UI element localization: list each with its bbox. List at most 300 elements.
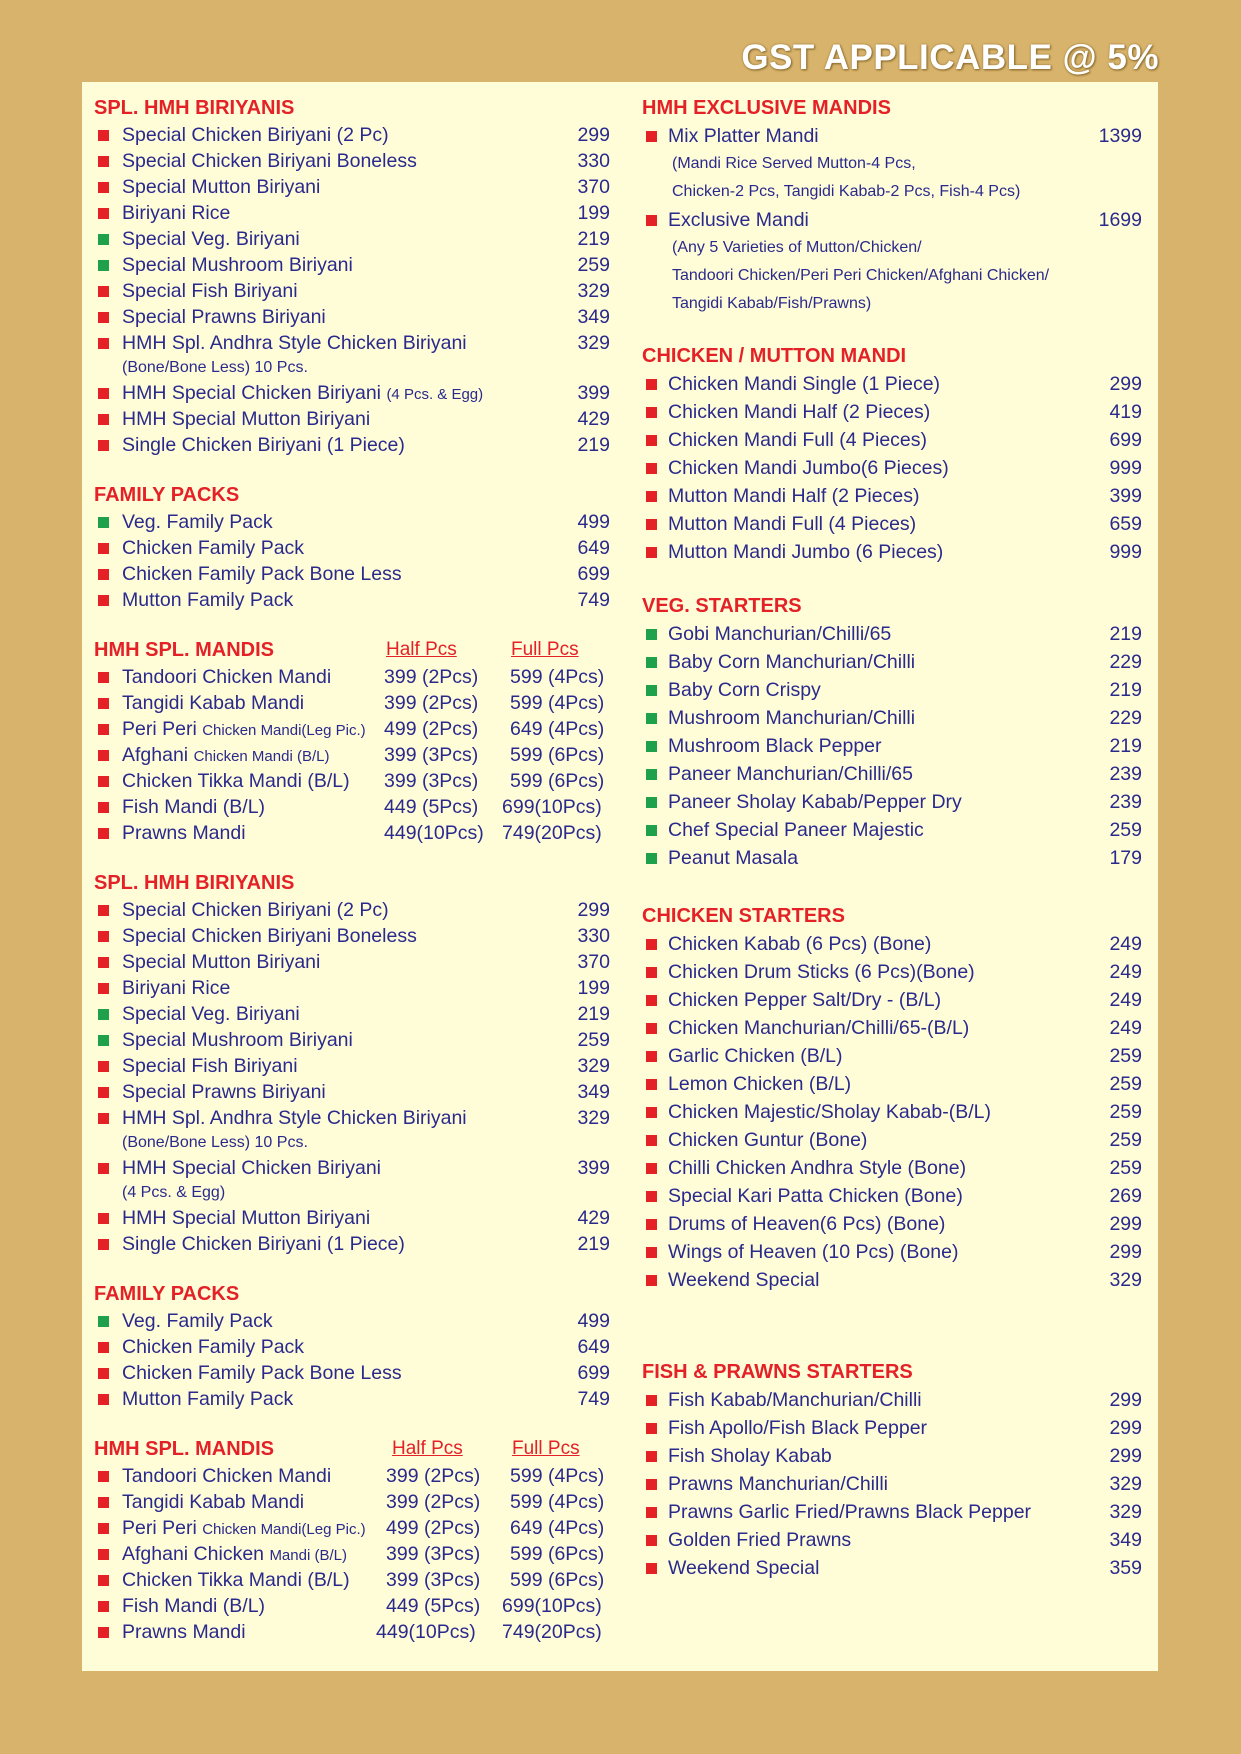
item-price: 699 <box>577 1362 610 1384</box>
half-price: 449 (5Pcs) <box>386 1595 481 1617</box>
mandi-item <box>94 742 604 768</box>
item-name <box>668 844 798 872</box>
menu-item <box>94 148 610 174</box>
item-name <box>668 1414 927 1442</box>
item-note: (4 Pcs. & Egg) <box>122 1184 226 1201</box>
nonveg-bullet-icon <box>646 1451 657 1462</box>
item-price: 259 <box>577 1029 610 1051</box>
item-price: 299 <box>1109 1417 1142 1439</box>
item-name <box>122 1489 304 1515</box>
item-name <box>668 930 931 958</box>
nonveg-bullet-icon <box>646 1507 657 1518</box>
section-title: FAMILY PACKS <box>94 484 240 506</box>
nonveg-bullet-icon <box>646 1023 657 1034</box>
item-price: 259 <box>577 254 610 276</box>
item-name-text: Mutton Mandi Half (2 Pieces) <box>668 485 920 507</box>
menu-item <box>642 844 1142 872</box>
nonveg-bullet-icon <box>98 905 109 916</box>
item-name <box>122 1515 366 1543</box>
item-name <box>668 788 962 816</box>
item-name-text: Special Fish Biriyani <box>122 1055 298 1077</box>
menu-item <box>94 122 610 148</box>
item-name <box>122 742 329 770</box>
full-price: 599 (4Pcs) <box>510 666 605 688</box>
half-price: 449 (5Pcs) <box>384 796 479 818</box>
item-name <box>122 1334 304 1360</box>
spl-mandis-1-section <box>94 636 604 846</box>
item-price: 749 <box>577 589 610 611</box>
menu-item <box>642 732 1142 760</box>
item-name <box>122 1027 353 1053</box>
item-price: 359 <box>1109 1557 1142 1579</box>
item-name-text: Special Chicken Biriyani Boneless <box>122 150 417 172</box>
section-title: SPL. HMH BIRIYANIS <box>94 872 295 894</box>
nonveg-bullet-icon <box>646 967 657 978</box>
exclusive-mandis-header <box>642 94 1142 122</box>
item-name <box>668 1070 851 1098</box>
family-packs-2-header <box>94 1280 604 1308</box>
item-name-text: Biriyani Rice <box>122 977 231 999</box>
nonveg-bullet-icon <box>98 724 109 735</box>
item-name-text: Lemon Chicken (B/L) <box>668 1073 852 1095</box>
veg-bullet-icon <box>646 769 657 780</box>
item-name-text: Special Chicken Biriyani (2 Pc) <box>122 124 389 146</box>
item-name-text: Mutton Family Pack <box>122 589 294 611</box>
veg-bullet-icon <box>646 685 657 696</box>
item-price: 330 <box>577 150 610 172</box>
item-name <box>122 897 389 923</box>
item-name <box>122 716 366 744</box>
menu-item <box>94 1231 610 1257</box>
item-name <box>668 620 891 648</box>
item-name-text: Golden Fried Prawns <box>668 1529 852 1551</box>
item-name-text: Biriyani Rice <box>122 202 231 224</box>
item-price: 249 <box>1109 933 1142 955</box>
item-name <box>122 1541 347 1569</box>
item-price: 219 <box>577 1003 610 1025</box>
item-name-text: Special Mushroom Biriyani <box>122 254 353 276</box>
item-name-text: Drums of Heaven(6 Pcs) (Bone) <box>668 1213 946 1235</box>
item-price: 219 <box>1109 679 1142 701</box>
item-name <box>122 949 320 975</box>
item-price: 329 <box>577 1055 610 1077</box>
nonveg-bullet-icon <box>98 776 109 787</box>
item-price: 219 <box>577 1233 610 1255</box>
spl-mandis-2-header <box>94 1435 604 1463</box>
item-name-text: Mutton Mandi Jumbo (6 Pieces) <box>668 541 944 563</box>
veg-bullet-icon <box>98 1035 109 1046</box>
nonveg-bullet-icon <box>646 1079 657 1090</box>
item-price: 699 <box>577 563 610 585</box>
nonveg-bullet-icon <box>98 312 109 323</box>
item-name-text: Chicken Tikka Mandi (B/L) <box>122 1569 350 1591</box>
item-name <box>668 760 913 788</box>
item-name <box>668 986 941 1014</box>
item-name-text: Fish Mandi (B/L) <box>122 1595 266 1617</box>
menu-item <box>94 975 610 1001</box>
half-price: 399 (2Pcs) <box>384 692 479 714</box>
menu-item <box>642 1238 1142 1266</box>
nonveg-bullet-icon <box>98 828 109 839</box>
nonveg-bullet-icon <box>98 569 109 580</box>
nonveg-bullet-icon <box>646 995 657 1006</box>
section-title: FAMILY PACKS <box>94 1283 240 1305</box>
nonveg-bullet-icon <box>646 491 657 502</box>
menu-item <box>642 1498 1142 1526</box>
item-name-text: Special Chicken Biriyani Boneless <box>122 925 417 947</box>
item-qualifier: Chicken Mandi(Leg Pic.) <box>202 722 366 739</box>
item-name-text: Single Chicken Biriyani (1 Piece) <box>122 1233 405 1255</box>
item-name <box>122 561 402 587</box>
mandi-item <box>94 1593 604 1619</box>
menu-item <box>94 252 610 278</box>
item-name <box>668 1042 842 1070</box>
full-price: 699(10Pcs) <box>502 796 602 818</box>
menu-item <box>94 1105 610 1131</box>
item-name-text: HMH Spl. Andhra Style Chicken Biriyani <box>122 332 467 354</box>
menu-item <box>94 1360 610 1386</box>
menu-item <box>642 958 1142 986</box>
item-name <box>122 122 389 148</box>
item-name <box>122 1463 331 1489</box>
menu-item <box>94 1001 610 1027</box>
item-name-text: Peanut Masala <box>668 847 799 869</box>
veg-bullet-icon <box>646 657 657 668</box>
mandi-item <box>94 1619 604 1645</box>
half-price: 399 (3Pcs) <box>384 744 479 766</box>
item-name-text: Chicken Family Pack Bone Less <box>122 1362 402 1384</box>
item-price: 259 <box>1109 1045 1142 1067</box>
nonveg-bullet-icon <box>98 931 109 942</box>
item-name-text: Veg. Family Pack <box>122 1310 273 1332</box>
item-name-text: Chicken Drum Sticks (6 Pcs)(Bone) <box>668 961 975 983</box>
menu-item <box>642 1154 1142 1182</box>
section-title: HMH SPL. MANDIS <box>94 639 274 661</box>
item-name-text: Weekend Special <box>668 1269 820 1291</box>
item-name-text: Chicken Kabab (6 Pcs) (Bone) <box>668 933 932 955</box>
item-name-text: Chicken Mandi Single (1 Piece) <box>668 373 941 395</box>
item-price: 649 <box>577 537 610 559</box>
item-name <box>668 1182 963 1210</box>
item-name <box>668 958 975 986</box>
nonveg-bullet-icon <box>98 698 109 709</box>
menu-item <box>94 1334 610 1360</box>
menu-item <box>94 1155 610 1181</box>
item-price: 699 <box>1109 429 1142 451</box>
item-name <box>668 1210 945 1238</box>
item-name <box>668 676 821 704</box>
full-pcs-header: Full Pcs <box>511 639 579 660</box>
half-price: 499 (2Pcs) <box>384 718 479 740</box>
item-name <box>122 1308 273 1334</box>
item-price: 399 <box>577 1157 610 1179</box>
menu-item <box>642 788 1142 816</box>
nonveg-bullet-icon <box>98 672 109 683</box>
menu-item <box>642 760 1142 788</box>
nonveg-bullet-icon <box>98 156 109 167</box>
mandi-item <box>94 1541 604 1567</box>
menu-item <box>642 206 1142 234</box>
item-name-text: Peri Peri <box>122 718 197 740</box>
item-name <box>122 768 350 794</box>
item-note: (Any 5 Varieties of Mutton/Chicken/ <box>672 239 922 256</box>
nonveg-bullet-icon <box>646 1247 657 1258</box>
item-name <box>668 510 916 538</box>
nonveg-bullet-icon <box>98 1523 109 1534</box>
nonveg-bullet-icon <box>98 1601 109 1612</box>
nonveg-bullet-icon <box>98 1368 109 1379</box>
item-name <box>122 330 467 356</box>
item-name-text: Fish Mandi (B/L) <box>122 796 266 818</box>
item-note: (Bone/Bone Less) 10 Pcs. <box>122 1134 308 1151</box>
chicken-mutton-mandi-header <box>642 342 1142 370</box>
item-name-text: HMH Special Mutton Biriyani <box>122 408 371 430</box>
item-name <box>668 1498 1031 1526</box>
item-name-text: Chicken Family Pack <box>122 537 305 559</box>
nonveg-bullet-icon <box>646 1191 657 1202</box>
item-name <box>668 1098 991 1126</box>
nonveg-bullet-icon <box>98 1239 109 1250</box>
mandi-item <box>94 794 604 820</box>
veg-bullet-icon <box>646 825 657 836</box>
half-pcs-header: Half Pcs <box>392 1438 463 1459</box>
item-price: 419 <box>1109 401 1142 423</box>
veg-starters-section <box>642 592 1142 872</box>
item-name-text: Special Veg. Biriyani <box>122 1003 300 1025</box>
biriyanis-1-section <box>94 94 610 458</box>
item-name <box>122 1001 300 1027</box>
item-price: 999 <box>1109 457 1142 479</box>
item-name-text: Prawns Mandi <box>122 1621 246 1643</box>
item-price: 499 <box>577 1310 610 1332</box>
menu-item <box>94 509 610 535</box>
item-name-text: Special Mutton Biriyani <box>122 951 321 973</box>
item-name-text: Chicken Pepper Salt/Dry - (B/L) <box>668 989 942 1011</box>
nonveg-bullet-icon <box>646 1395 657 1406</box>
item-name-text: Chicken Family Pack <box>122 1336 305 1358</box>
menu-item <box>94 535 610 561</box>
veg-bullet-icon <box>98 1316 109 1327</box>
item-name-text: Single Chicken Biriyani (1 Piece) <box>122 434 405 456</box>
biriyanis-2-section <box>94 869 610 1257</box>
item-name <box>668 1126 867 1154</box>
menu-item <box>94 1308 610 1334</box>
biriyanis-2-header <box>94 869 604 897</box>
item-name <box>668 454 949 482</box>
menu-item <box>94 587 610 613</box>
item-name-text: HMH Special Mutton Biriyani <box>122 1207 371 1229</box>
item-price: 329 <box>577 1107 610 1129</box>
item-name <box>668 1470 888 1498</box>
menu-item <box>94 200 610 226</box>
menu-item <box>94 406 610 432</box>
menu-item <box>642 1098 1142 1126</box>
item-name <box>668 1266 819 1294</box>
mandi-item <box>94 664 604 690</box>
item-name <box>122 406 370 432</box>
full-pcs-header: Full Pcs <box>512 1438 580 1459</box>
menu-item <box>94 278 610 304</box>
item-name-text: Tandoori Chicken Mandi <box>122 1465 332 1487</box>
item-name <box>122 923 417 949</box>
menu-item <box>642 1014 1142 1042</box>
half-price: 449(10Pcs) <box>376 1621 476 1643</box>
item-qualifier: Mandi (B/L) <box>269 1547 347 1564</box>
nonveg-bullet-icon <box>646 1479 657 1490</box>
item-name-text: Chicken Mandi Full (4 Pieces) <box>668 429 928 451</box>
menu-item <box>94 897 610 923</box>
item-price: 219 <box>1109 735 1142 757</box>
item-name-text: Fish Apollo/Fish Black Pepper <box>668 1417 928 1439</box>
item-name <box>668 1014 969 1042</box>
item-name-text: Veg. Family Pack <box>122 511 273 533</box>
item-name-text: Mutton Mandi Full (4 Pieces) <box>668 513 917 535</box>
item-name <box>122 535 304 561</box>
item-price: 199 <box>577 202 610 224</box>
item-name-text: HMH Special Chicken Biriyani <box>122 382 382 404</box>
nonveg-bullet-icon <box>98 983 109 994</box>
item-name-text: Chicken Mandi Half (2 Pieces) <box>668 401 931 423</box>
item-name-text: Special Prawns Biriyani <box>122 1081 326 1103</box>
veg-starters-header <box>642 592 1142 620</box>
item-price: 249 <box>1109 1017 1142 1039</box>
item-name <box>122 509 273 535</box>
menu-item <box>642 538 1142 566</box>
item-name-text: Peri Peri <box>122 1517 197 1539</box>
item-name-text: Garlic Chicken (B/L) <box>668 1045 843 1067</box>
nonveg-bullet-icon <box>646 1535 657 1546</box>
item-price: 649 <box>577 1336 610 1358</box>
menu-item <box>94 226 610 252</box>
item-name <box>122 226 300 252</box>
full-price: 649 (4Pcs) <box>510 1517 605 1539</box>
menu-item <box>94 949 610 975</box>
item-price: 349 <box>577 306 610 328</box>
item-name-text: Fish Kabab/Manchurian/Chilli <box>668 1389 922 1411</box>
menu-item <box>642 816 1142 844</box>
item-name <box>122 1155 381 1181</box>
menu-item <box>94 432 610 458</box>
menu-item <box>94 1027 610 1053</box>
item-name <box>668 122 819 150</box>
item-price: 299 <box>1109 1213 1142 1235</box>
menu-item <box>642 454 1142 482</box>
item-name-text: Baby Corn Manchurian/Chilli <box>668 651 916 673</box>
menu-item <box>642 1070 1142 1098</box>
item-price: 749 <box>577 1388 610 1410</box>
menu-item <box>642 930 1142 958</box>
menu-item <box>94 1386 610 1412</box>
item-name-text: Special Kari Patta Chicken (Bone) <box>668 1185 963 1207</box>
item-price: 199 <box>577 977 610 999</box>
item-name-text: Chef Special Paneer Majestic <box>668 819 924 841</box>
nonveg-bullet-icon <box>646 547 657 558</box>
item-name <box>668 816 924 844</box>
menu-item <box>642 426 1142 454</box>
item-name <box>122 432 405 458</box>
item-name <box>122 975 230 1001</box>
item-price: 999 <box>1109 541 1142 563</box>
item-name <box>122 200 230 226</box>
item-name <box>668 1238 958 1266</box>
mandi-item <box>94 768 604 794</box>
nonveg-bullet-icon <box>646 463 657 474</box>
item-name-text: Special Veg. Biriyani <box>122 228 300 250</box>
item-price: 1699 <box>1098 209 1142 231</box>
item-price: 299 <box>1109 1241 1142 1263</box>
item-note: (Mandi Rice Served Mutton-4 Pcs, <box>672 155 916 172</box>
item-name-text: Afghani Chicken <box>122 1543 265 1565</box>
menu-item <box>642 648 1142 676</box>
item-name-text: Special Mushroom Biriyani <box>122 1029 353 1051</box>
item-qualifier: (4 Pcs. & Egg) <box>386 386 484 403</box>
item-note: (Bone/Bone Less) 10 Pcs. <box>122 359 308 376</box>
mandi-item <box>94 1567 604 1593</box>
item-price: 219 <box>577 228 610 250</box>
half-price: 399 (2Pcs) <box>386 1465 481 1487</box>
menu-item <box>642 704 1142 732</box>
menu-item <box>642 1182 1142 1210</box>
nonveg-bullet-icon <box>646 1423 657 1434</box>
mandi-item <box>94 1463 604 1489</box>
item-name <box>668 538 943 566</box>
nonveg-bullet-icon <box>98 1342 109 1353</box>
menu-item <box>642 1470 1142 1498</box>
family-packs-2-section <box>94 1280 610 1412</box>
menu-item <box>642 1414 1142 1442</box>
left-column <box>94 94 610 1645</box>
item-name <box>122 820 246 846</box>
section-title: HMH SPL. MANDIS <box>94 1438 274 1460</box>
item-name <box>668 398 930 426</box>
menu-item <box>642 1210 1142 1238</box>
nonveg-bullet-icon <box>98 543 109 554</box>
menu-item <box>642 1266 1142 1294</box>
nonveg-bullet-icon <box>646 1051 657 1062</box>
nonveg-bullet-icon <box>646 379 657 390</box>
item-price: 249 <box>1109 989 1142 1011</box>
nonveg-bullet-icon <box>646 939 657 950</box>
item-name-text: Special Fish Biriyani <box>122 280 298 302</box>
nonveg-bullet-icon <box>646 131 657 142</box>
section-title: VEG. STARTERS <box>642 595 802 617</box>
nonveg-bullet-icon <box>98 750 109 761</box>
item-name-text: Chicken Tikka Mandi (B/L) <box>122 770 350 792</box>
item-price: 299 <box>1109 1445 1142 1467</box>
family-packs-1-header <box>94 481 604 509</box>
item-price: 259 <box>1109 1073 1142 1095</box>
menu-item <box>642 620 1142 648</box>
item-name-text: Special Mutton Biriyani <box>122 176 321 198</box>
item-name-text: Afghani <box>122 744 189 766</box>
nonveg-bullet-icon <box>98 440 109 451</box>
menu-item <box>642 122 1142 150</box>
gst-banner: GST APPLICABLE @ 5% <box>741 38 1159 77</box>
item-price: 229 <box>1109 651 1142 673</box>
full-price: 599 (6Pcs) <box>510 1569 605 1591</box>
biriyanis-1-header <box>94 94 604 122</box>
item-name <box>668 648 915 676</box>
item-name <box>122 1079 326 1105</box>
chicken-mutton-mandi-section <box>642 342 1142 566</box>
item-price: 1399 <box>1098 125 1142 147</box>
item-name-text: Prawns Garlic Fried/Prawns Black Pepper <box>668 1501 1032 1523</box>
full-price: 649 (4Pcs) <box>510 718 605 740</box>
item-name <box>122 1205 370 1231</box>
item-price: 249 <box>1109 961 1142 983</box>
nonveg-bullet-icon <box>646 1563 657 1574</box>
item-name-text: Chicken Manchurian/Chilli/65-(B/L) <box>668 1017 970 1039</box>
